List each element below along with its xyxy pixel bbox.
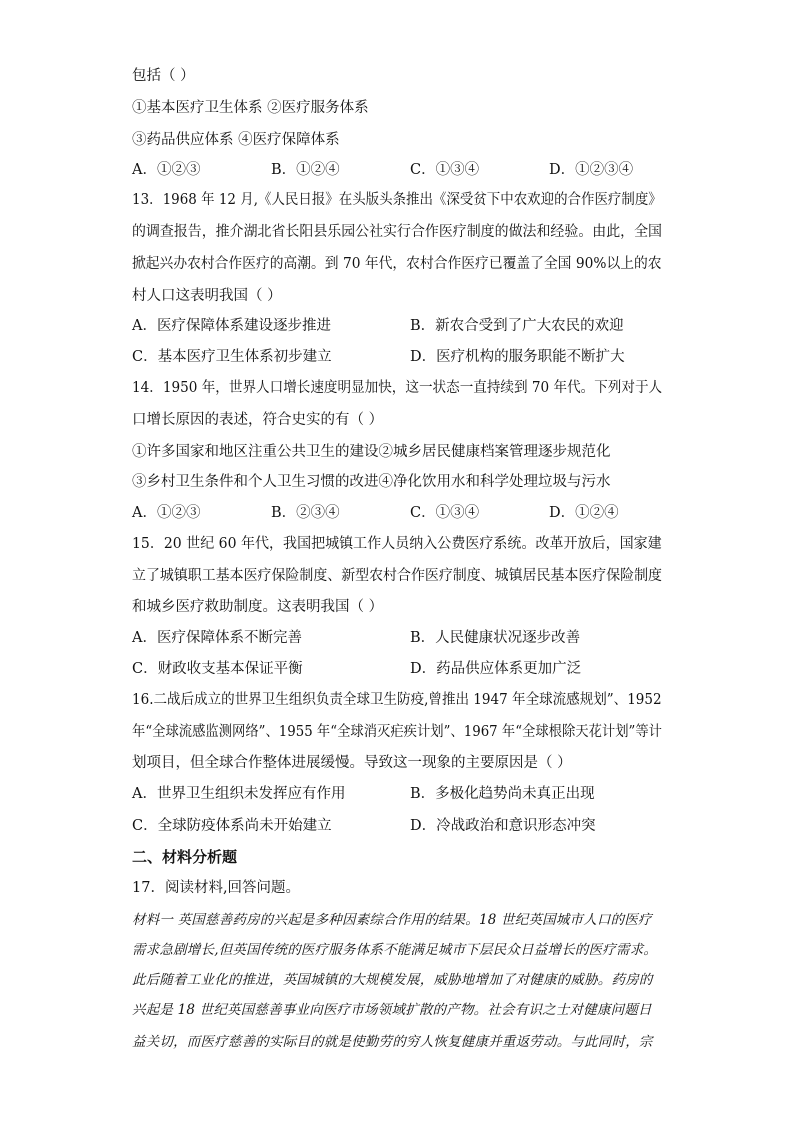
- q15-option-b[interactable]: B．人民健康状况逐步改善: [410, 630, 581, 646]
- q13-line-1: 13．1968 年 12 月,《人民日报》在头版头条推出《深受贫下中农欢迎的合作医疗制度》: [132, 192, 662, 208]
- q13-option-a[interactable]: A．医疗保障体系建设逐步推进: [132, 318, 331, 334]
- q13-option-b[interactable]: B．新农合受到了广大农民的欢迎: [410, 318, 624, 334]
- q14-line-2: 口增长原因的表述，符合史实的有（ ）: [132, 412, 384, 428]
- q17-material-line-1: 材料一 英国慈善药房的兴起是多种因素综合作用的结果。18 世纪英国城市人口的医疗: [132, 912, 652, 928]
- q13-line-3: 掀起兴办农村合作医疗的高潮。到 70 年代，农村合作医疗已覆盖了全国 90%以上的农: [132, 256, 662, 272]
- q14-option-c[interactable]: C．①③④: [410, 505, 480, 521]
- q15-line-3: 和城乡医疗救助制度。这表明我国（ ）: [132, 599, 384, 615]
- q15-option-d[interactable]: D．药品供应体系更加广泛: [410, 661, 582, 677]
- q17-material-line-4: 兴起是 18 世纪英国慈善事业向医疗市场领域扩散的产物。社会有识之士对健康问题日: [132, 1002, 652, 1018]
- q12-stem-tail: 包括（ ）: [132, 68, 195, 84]
- q16-option-c[interactable]: C．全球防疫体系尚未开始建立: [132, 818, 332, 834]
- q16-option-d[interactable]: D．冷战政治和意识形态冲突: [410, 818, 596, 834]
- q16-option-a[interactable]: A．世界卫生组织未发挥应有作用: [132, 786, 346, 802]
- section-title: 二、材料分析题: [132, 848, 238, 866]
- q17-material-line-5: 益关切，而医疗慈善的实际目的就是使勤劳的穷人恢复健康并重返劳动。与此同时，宗: [132, 1034, 653, 1050]
- q13-option-d[interactable]: D．医疗机构的服务职能不断扩大: [410, 349, 625, 365]
- q14-line-3: ①许多国家和地区注重公共卫生的建设②城乡居民健康档案管理逐步规范化: [132, 444, 611, 460]
- q15-line-1: 15．20 世纪 60 年代，我国把城镇工作人员纳入公费医疗系统。改革开放后，国家建: [132, 536, 662, 552]
- q17-material-line-3: 此后随着工业化的推进，英国城镇的大规模发展，威胁地增加了对健康的威胁。药房的: [132, 972, 653, 988]
- q15-option-a[interactable]: A．医疗保障体系不断完善: [132, 630, 302, 646]
- q12-option-d[interactable]: D．①②③④: [549, 162, 634, 178]
- q14-line-4: ③乡村卫生条件和个人卫生习惯的改进④净化饮用水和科学处理垃圾与污水: [132, 474, 611, 490]
- q14-option-b[interactable]: B．②③④: [271, 505, 340, 521]
- q16-line-1: 16.二战后成立的世界卫生组织负责全球卫生防疫,曾推出 1947 年全球流感规划”、1952: [132, 692, 662, 708]
- q14-line-1: 14．1950 年，世界人口增长速度明显加快，这一状态一直持续到 70 年代。下列对于人: [132, 380, 663, 396]
- q12-option-a[interactable]: A．①②③: [132, 162, 201, 178]
- q17-stem: 17．阅读材料,回答问题。: [132, 880, 301, 896]
- q13-line-2: 的调查报告，推介湖北省长阳县乐园公社实行合作医疗制度的做法和经验。由此，全国: [132, 224, 662, 240]
- q12-option-b[interactable]: B．①②④: [271, 162, 340, 178]
- q16-line-3: 划项目，但全球合作整体进展缓慢。导致这一现象的主要原因是（ ）: [132, 755, 572, 771]
- q15-line-2: 立了城镇职工基本医疗保险制度、新型农村合作医疗制度、城镇居民基本医疗保险制度: [132, 568, 662, 584]
- q13-option-c[interactable]: C．基本医疗卫生体系初步建立: [132, 349, 332, 365]
- q14-option-d[interactable]: D．①②④: [549, 505, 619, 521]
- q16-line-2: 年“全球流感监测网络”、1955 年“全球消灭疟疾计划”、1967 年“全球根除天花计划”等计: [132, 724, 662, 740]
- q16-option-b[interactable]: B．多极化趋势尚未真正出现: [410, 786, 595, 802]
- q12-option-c[interactable]: C．①③④: [410, 162, 480, 178]
- q12-items-row1: ①基本医疗卫生体系 ②医疗服务体系: [132, 100, 369, 116]
- q13-line-4: 村人口这表明我国（ ）: [132, 288, 282, 304]
- q12-items-row2: ③药品供应体系 ④医疗保障体系: [132, 132, 340, 148]
- q15-option-c[interactable]: C．财政收支基本保证平衡: [132, 661, 303, 677]
- q14-option-a[interactable]: A．①②③: [132, 505, 201, 521]
- q17-material-line-2: 需求急剧增长,但英国传统的医疗服务体系不能满足城市下层民众日益增长的医疗需求。: [132, 942, 658, 958]
